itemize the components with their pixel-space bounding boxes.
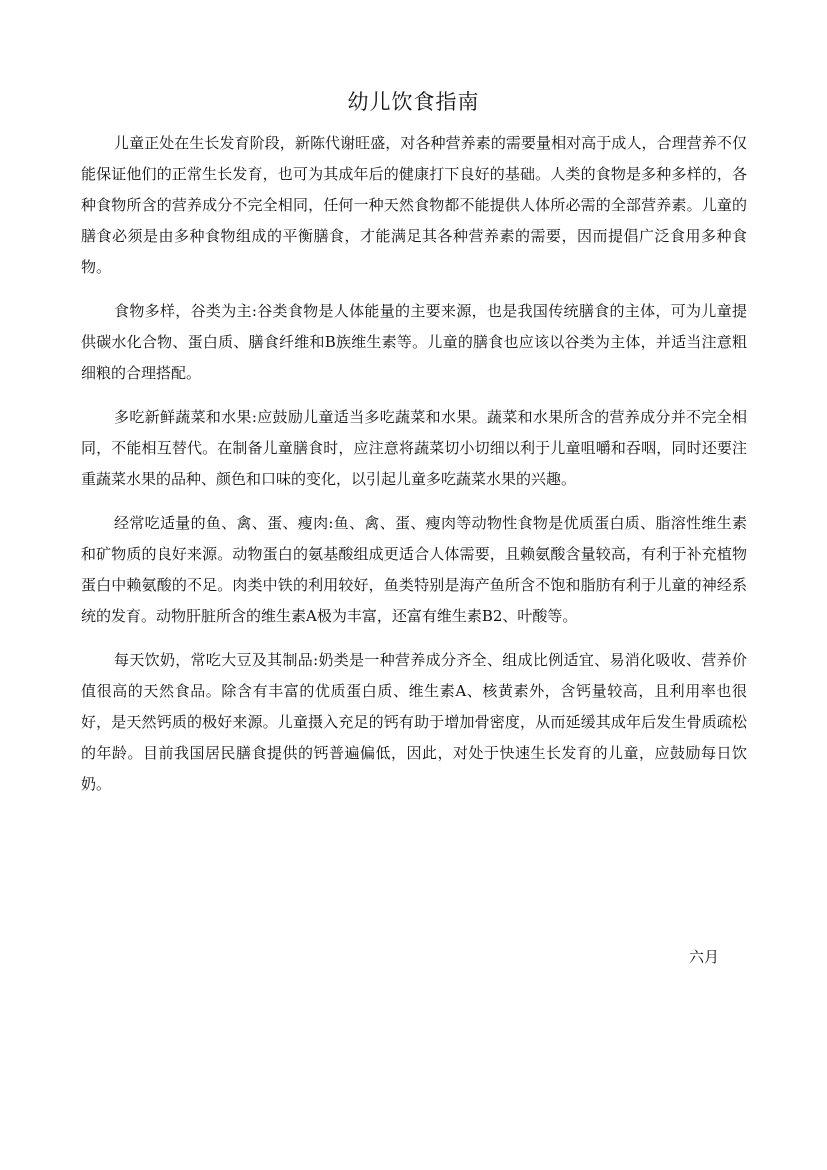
document-body (81, 128, 747, 813)
paragraph-intro: 儿童正处在生长发育阶段，新陈代谢旺盛，对各种营养素的需要量相对高于成人，合理营养不仅能保证他们的正常生长发育，也可为其成年后的健康打下良好的基础。人类的食物是多种多样的，各种食物所含的营养成分不完全相同，任何一种天然食物都不能提供人体所必需的全部营养素。儿童的膳食必须是由多种食物组成的平衡膳食，才能满足其各种营养素的需要，因而提倡广泛食用多种食物。 (81, 134, 747, 276)
paragraph-grains: 食物多样，谷类为主:谷类食物是人体能量的主要来源，也是我国传统膳食的主体，可为儿童提供碳水化合物、蛋白质、膳食纤维和B族维生素等。儿童的膳食也应该以谷类为主体，并适当注意粗细粮的合理搭配。 (81, 302, 747, 382)
paragraph-fish-poultry-eggs-meat: 经常吃适量的鱼、禽、蛋、瘦肉:鱼、禽、蛋、瘦肉等动物性食物是优质蛋白质、脂溶性维生素和矿物质的良好来源。动物蛋白的氨基酸组成更适合人体需要，且赖氨酸含量较高，有利于补充植物蛋白中赖氨酸的不足。肉类中铁的利用较好，鱼类特别是海产鱼所含不饱和脂肪有利于儿童的神经系统的发育。动物肝脏所含的维生素A极为丰富，还富有维生素B2、叶酸等。 (81, 514, 747, 625)
paragraph-milk-soy: 每天饮奶，常吃大豆及其制品:奶类是一种营养成分齐全、组成比例适宜、易消化吸收、营养价值很高的天然食品。除含有丰富的优质蛋白质、维生素A、核黄素外，含钙量较高，且利用率也很好，是天然钙质的极好来源。儿童摄入充足的钙有助于增加骨密度，从而延缓其成年后发生骨质疏松的年龄。目前我国居民膳食提供的钙普遍偏低，因此，对处于快速生长发育的儿童，应鼓励每日饮奶。 (81, 651, 747, 793)
document-title: 幼儿饮食指南 (347, 90, 480, 114)
document-signoff: 六月 (688, 948, 719, 966)
paragraph-vegetables-fruits: 多吃新鲜蔬菜和水果:应鼓励儿童适当多吃蔬菜和水果。蔬菜和水果所含的营养成分并不完全相同，不能相互替代。在制备儿童膳食时，应注意将蔬菜切小切细以利于儿童咀嚼和吞咽，同时还要注重蔬菜水果的品种、颜色和口味的变化，以引起儿童多吃蔬菜水果的兴趣。 (81, 408, 747, 488)
